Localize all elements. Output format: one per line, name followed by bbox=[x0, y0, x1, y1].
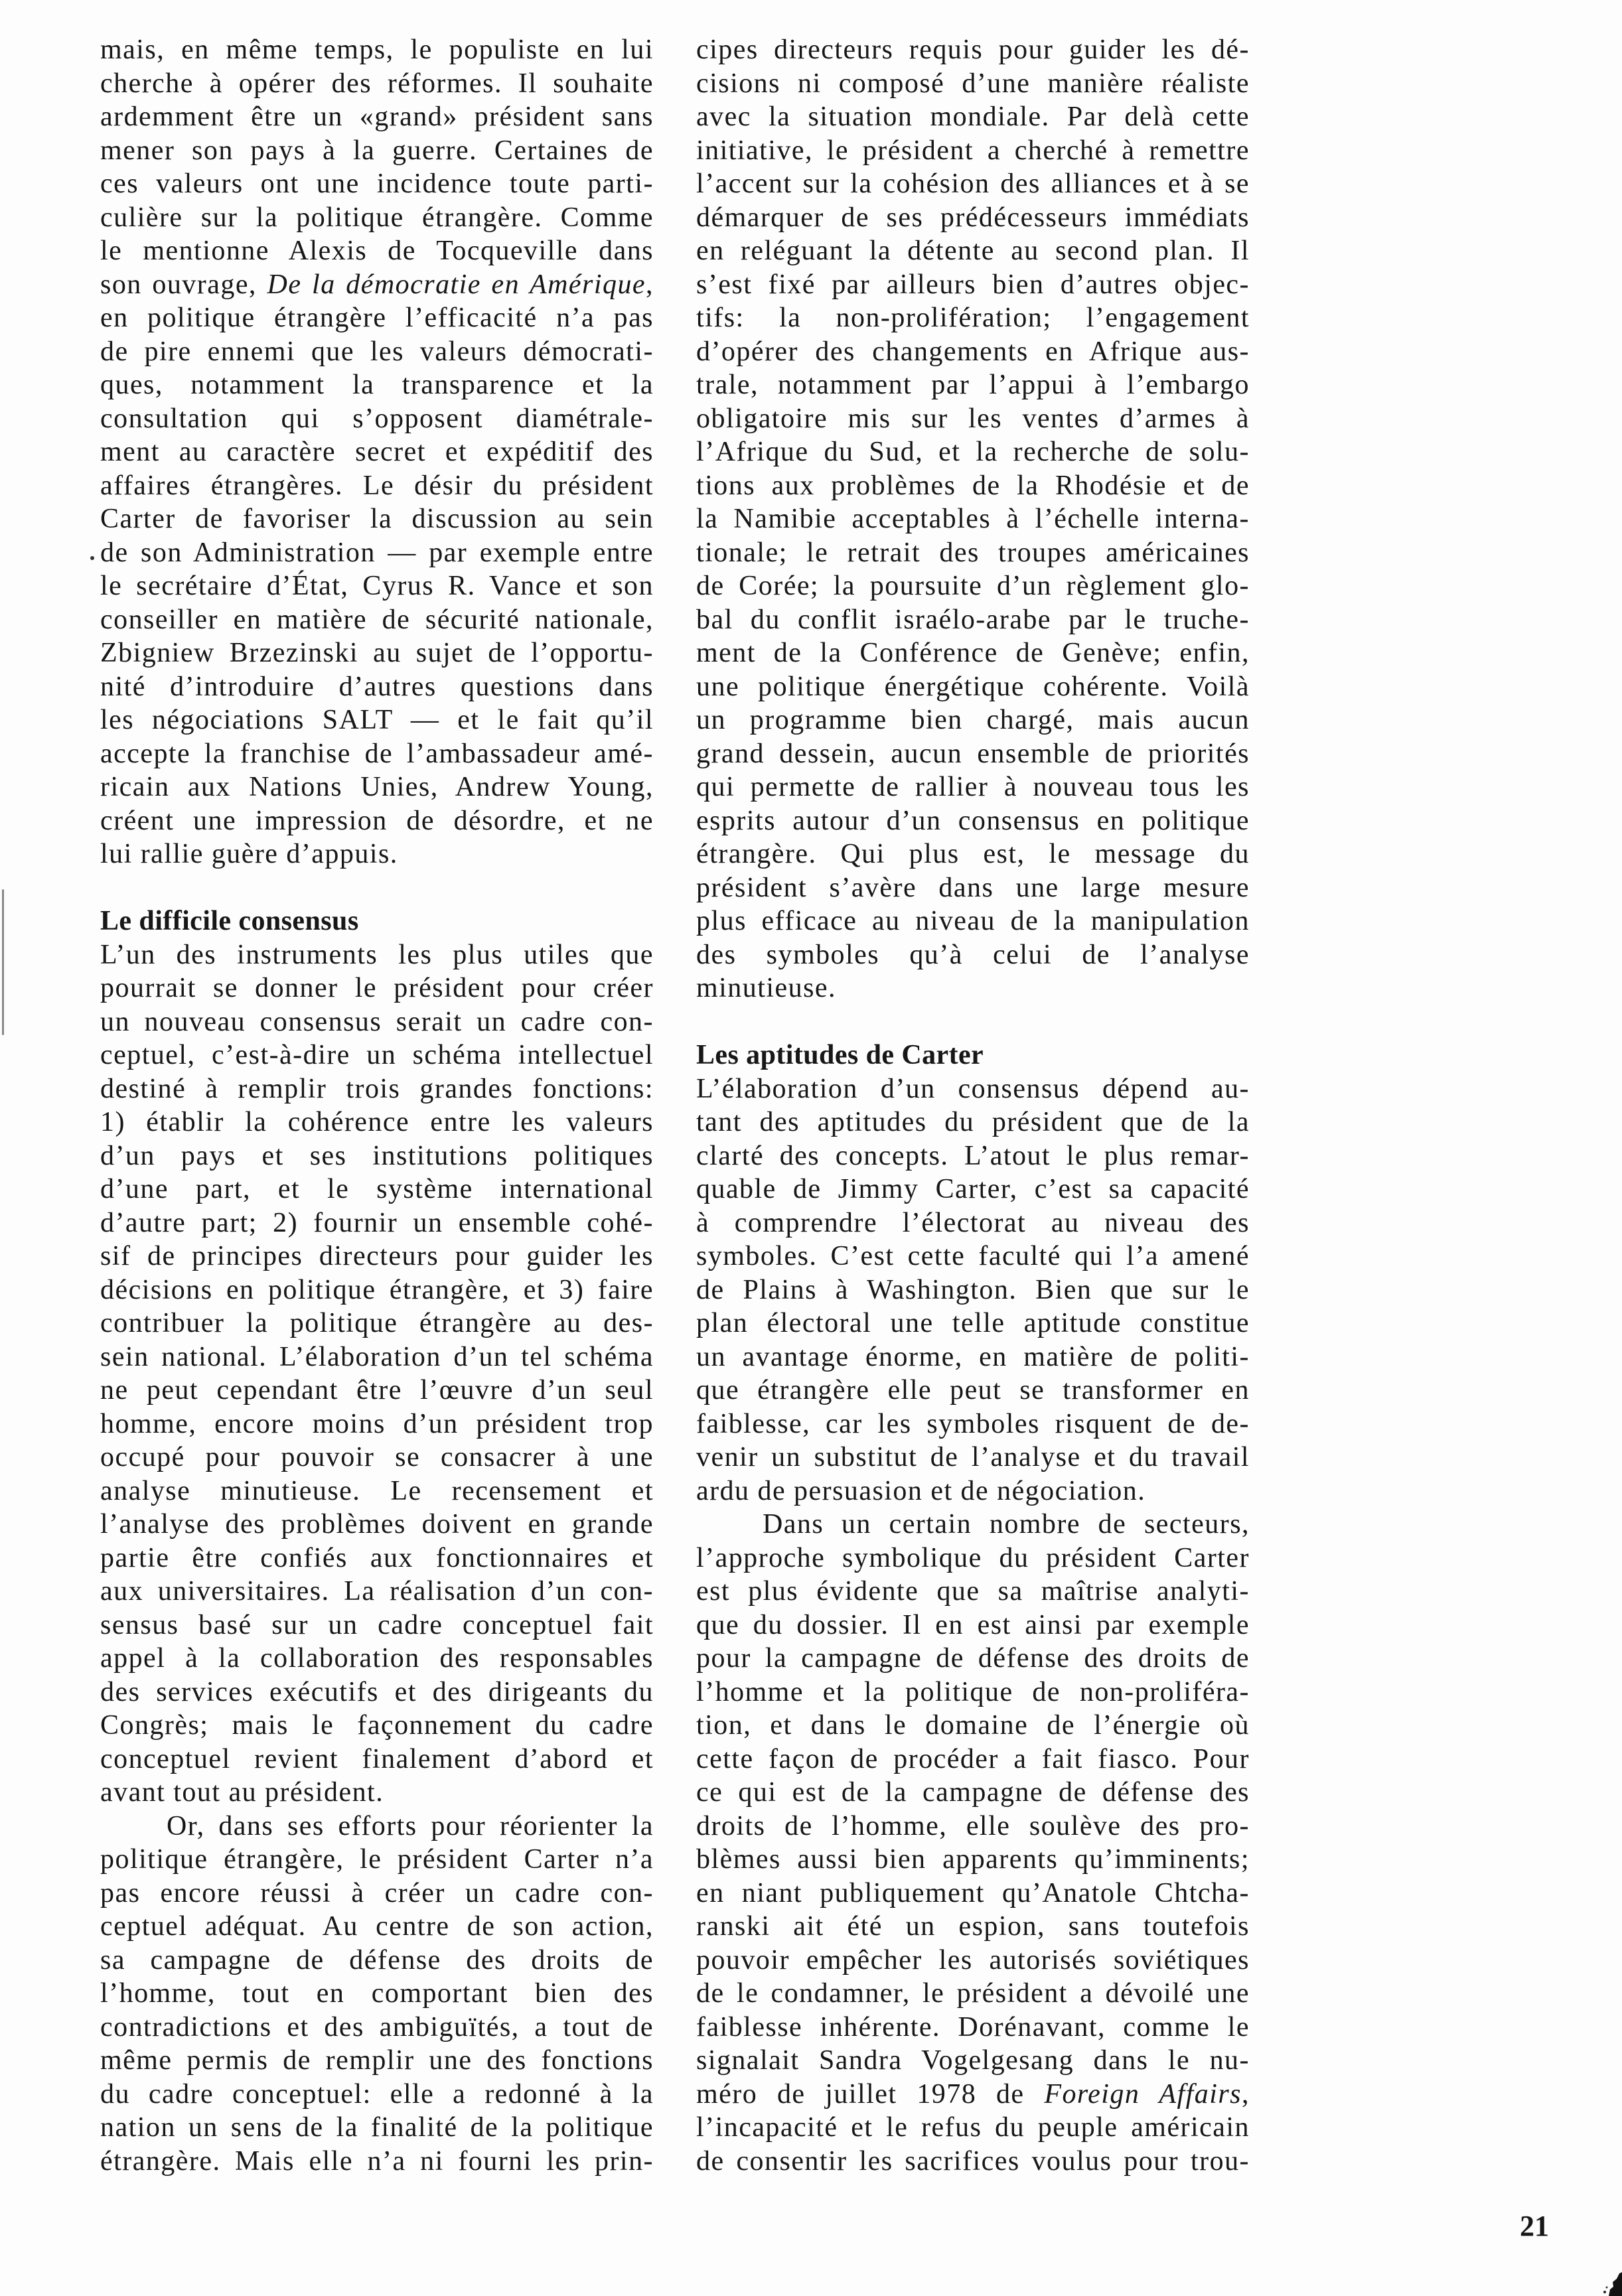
text-line: un programme bien chargé, mais aucun bbox=[696, 705, 1250, 735]
text-line: quable de Jimmy Carter, c’est sa capacité bbox=[696, 1174, 1250, 1204]
text-line: destiné à remplir trois grandes fonctions: bbox=[100, 1073, 654, 1104]
text-line: 1) établir la cohérence entre les valeurs bbox=[100, 1107, 654, 1137]
text-line: l’homme, tout en comportant bien des bbox=[100, 1978, 654, 2009]
text-line: de le condamner, le président a dévoilé une bbox=[696, 1978, 1250, 2009]
text-line: venir un substitut de l’analyse et du travail bbox=[696, 1442, 1250, 1472]
text-line: d’une part, et le système international bbox=[100, 1174, 654, 1204]
text-line: sa campagne de défense des droits de bbox=[100, 1944, 654, 1975]
text-line: faiblesse inhérente. Dorénavant, comme le bbox=[696, 2011, 1250, 2043]
text-line: ricain aux Nations Unies, Andrew Young, bbox=[100, 772, 654, 802]
scan-edge-line bbox=[2, 889, 4, 1035]
text-line: obligatoire mis sur les ventes d’armes à bbox=[696, 403, 1250, 434]
text-line: occupé pour pouvoir se consacrer à une bbox=[100, 1442, 654, 1472]
text-line: créent une impression de désordre, et ne bbox=[100, 805, 654, 836]
text-line: démarquer de ses prédécesseurs immédiats bbox=[696, 202, 1250, 233]
text-line: droits de l’homme, elle soulève des pro- bbox=[696, 1810, 1250, 1841]
text-line: Carter de favoriser la discussion au sein bbox=[100, 504, 654, 534]
text-line: tionale; le retrait des troupes américaines bbox=[696, 537, 1250, 568]
text-line: analyse minutieuse. Le recensement et bbox=[100, 1475, 654, 1506]
text-line: ranski ait été un espion, sans toutefois bbox=[696, 1911, 1250, 1942]
text-line: avant tout au président. bbox=[100, 1777, 384, 1808]
text-line: plan électoral une telle aptitude constitue bbox=[696, 1308, 1250, 1338]
text-line: président s’avère dans une large mesure bbox=[696, 872, 1250, 903]
text-line: la Namibie acceptables à l’échelle interna- bbox=[696, 504, 1250, 534]
text-line: mais, en même temps, le populiste en lui bbox=[100, 35, 654, 65]
text-line: tifs: la non-prolifération; l’engagement bbox=[696, 303, 1250, 333]
text-line: ment de la Conférence de Genève; enfin, bbox=[696, 638, 1250, 668]
text-line: tions aux problèmes de la Rhodésie et de bbox=[696, 470, 1250, 501]
text-line: accepte la franchise de l’ambassadeur amé- bbox=[100, 738, 654, 769]
text-line: pouvoir empêcher les autorisés soviétiques bbox=[696, 1944, 1250, 1975]
text-line: qui permette de rallier à nouveau tous les bbox=[696, 772, 1250, 802]
text-line: conceptuel revient finalement d’abord et bbox=[100, 1743, 654, 1774]
text-line: d’un pays et ses institutions politiques bbox=[100, 1140, 654, 1171]
text-line: une politique énergétique cohérente. Voilà bbox=[696, 671, 1250, 702]
text-line: cherche à opérer des réformes. Il souhaite bbox=[100, 68, 654, 99]
text-line: sif de principes directeurs pour guider les bbox=[100, 1241, 654, 1271]
text-line: aux universitaires. La réalisation d’un con- bbox=[100, 1576, 654, 1607]
text-line: cipes directeurs requis pour guider les dé- bbox=[696, 35, 1250, 65]
text-line: l’homme et la politique de non-proliféra- bbox=[696, 1676, 1250, 1707]
text-line: esprits autour d’un consensus en politique bbox=[696, 805, 1250, 836]
text-line: décisions en politique étrangère, et 3) faire bbox=[100, 1274, 654, 1305]
text-line: que étrangère elle peut se transformer en bbox=[696, 1375, 1250, 1405]
text-line: de Corée; la poursuite d’un règlement glo- bbox=[696, 571, 1250, 601]
paragraph bbox=[100, 33, 654, 871]
text-line bbox=[100, 268, 654, 302]
text-line: de son Administration — par exemple entre bbox=[100, 537, 654, 568]
text-line: l’approche symbolique du président Carter bbox=[696, 1542, 1250, 1573]
text-line: est plus évidente que sa maîtrise analyti- bbox=[696, 1576, 1250, 1607]
text-segment: méro de juillet 1978 de bbox=[696, 2078, 1045, 2110]
text-line: ceptuel, c’est-à-dire un schéma intellectuel bbox=[100, 1040, 654, 1070]
text-line: contradictions et des ambiguïtés, a tout de bbox=[100, 2011, 654, 2043]
italic-title: Foreign Affairs bbox=[1044, 2078, 1242, 2110]
text-line: cette façon de procéder a fait fiasco. Pour bbox=[696, 1743, 1250, 1774]
paragraph bbox=[100, 1810, 654, 2179]
text-line: en reléguant la détente au second plan. Il bbox=[696, 236, 1250, 266]
text-line: trale, notamment par l’appui à l’embargo bbox=[696, 370, 1250, 400]
text-line: lui rallie guère d’appuis. bbox=[100, 839, 398, 869]
text-line: un nouveau consensus serait un cadre con- bbox=[100, 1006, 654, 1037]
text-column-left bbox=[100, 33, 654, 2178]
text-line: l’accent sur la cohésion des alliances et à se bbox=[696, 169, 1250, 199]
text-line: faiblesse, car les symboles risquent de de- bbox=[696, 1408, 1250, 1439]
text-line: de pire ennemi que les valeurs démocrati- bbox=[100, 336, 654, 367]
text-line: plus efficace au niveau de la manipulation bbox=[696, 906, 1250, 936]
text-line: pas encore réussi à créer un cadre con- bbox=[100, 1877, 654, 1908]
text-line: s’est fixé par ailleurs bien d’autres objec- bbox=[696, 269, 1250, 300]
text-line: ne peut cependant être l’œuvre d’un seul bbox=[100, 1375, 654, 1405]
text-line: contribuer la politique étrangère au des- bbox=[100, 1308, 654, 1338]
text-segment: , bbox=[646, 269, 654, 300]
text-line: politique étrangère, le président Carter n’a bbox=[100, 1844, 654, 1875]
text-column-right bbox=[696, 33, 1250, 2178]
text-line: nation un sens de la finalité de la politique bbox=[100, 2112, 654, 2143]
text-line: un avantage énorme, en matière de politi- bbox=[696, 1341, 1250, 1372]
text-line: de Plains à Washington. Bien que sur le bbox=[696, 1274, 1250, 1305]
text-line: pourrait se donner le président pour créer bbox=[100, 973, 654, 1003]
page-number: 21 bbox=[1520, 2210, 1549, 2242]
text-line: ceptuel adéquat. Au centre de son action, bbox=[100, 1911, 654, 1942]
text-line: cisions ni composé d’une manière réaliste bbox=[696, 68, 1250, 99]
text-line: grand dessein, aucun ensemble de priorités bbox=[696, 738, 1250, 769]
text-line: le secrétaire d’État, Cyrus R. Vance et son bbox=[100, 571, 654, 601]
text-line: minutieuse. bbox=[696, 973, 836, 1003]
section-heading: Les aptitudes de Carter bbox=[696, 1040, 984, 1070]
text-line: des symboles qu’à celui de l’analyse bbox=[696, 939, 1250, 970]
text-line: affaires étrangères. Le désir du président bbox=[100, 470, 654, 501]
text-segment: , bbox=[1242, 2078, 1250, 2110]
text-line: avec la situation mondiale. Par delà cette bbox=[696, 102, 1250, 132]
text-line: tion, et dans le domaine de l’énergie où bbox=[696, 1710, 1250, 1741]
text-segment: son ouvrage, bbox=[100, 269, 267, 300]
paragraph bbox=[100, 938, 654, 1810]
scan-speck bbox=[90, 556, 94, 560]
scan-corner-mark bbox=[1586, 2264, 1622, 2296]
text-line: sein national. L’élaboration d’un tel schéma bbox=[100, 1341, 654, 1372]
text-line: ques, notamment la transparence et la bbox=[100, 370, 654, 400]
text-line: conseiller en matière de sécurité nationale, bbox=[100, 604, 654, 635]
text-line: Or, dans ses efforts pour réorienter la bbox=[167, 1810, 654, 1841]
text-line: blèmes aussi bien apparents qu’imminents; bbox=[696, 1844, 1250, 1875]
text-line: ces valeurs ont une incidence toute parti- bbox=[100, 169, 654, 199]
text-line: à comprendre l’électorat au niveau des bbox=[696, 1207, 1250, 1238]
text-line: ardu de persuasion et de négociation. bbox=[696, 1475, 1146, 1506]
text-line: ardemment être un «grand» président sans bbox=[100, 102, 654, 132]
text-line: que du dossier. Il en est ainsi par exemple bbox=[696, 1609, 1250, 1640]
text-line: symboles. C’est cette faculté qui l’a amené bbox=[696, 1241, 1250, 1271]
text-line: nité d’introduire d’autres questions dans bbox=[100, 671, 654, 702]
text-line: Dans un certain nombre de secteurs, bbox=[763, 1509, 1250, 1540]
text-line: initiative, le président a cherché à remettre bbox=[696, 135, 1250, 166]
text-line: homme, encore moins d’un président trop bbox=[100, 1408, 654, 1439]
text-line: ce qui est de la campagne de défense des bbox=[696, 1777, 1250, 1808]
text-line: en politique étrangère l’efficacité n’a pas bbox=[100, 303, 654, 333]
text-line: l’analyse des problèmes doivent en grande bbox=[100, 1509, 654, 1540]
text-line: de consentir les sacrifices voulus pour trou- bbox=[696, 2145, 1250, 2177]
text-line: sensus basé sur un cadre conceptuel fait bbox=[100, 1609, 654, 1640]
text-line: le mentionne Alexis de Tocqueville dans bbox=[100, 236, 654, 266]
text-line: partie être confiés aux fonctionnaires et bbox=[100, 1542, 654, 1573]
text-line: l’Afrique du Sud, et la recherche de solu- bbox=[696, 437, 1250, 467]
paragraph bbox=[696, 1508, 1250, 2178]
text-line: étrangère. Qui plus est, le message du bbox=[696, 839, 1250, 869]
text-line: Congrès; mais le façonnement du cadre bbox=[100, 1710, 654, 1741]
text-line: ment au caractère secret et expéditif des bbox=[100, 437, 654, 467]
paragraph bbox=[696, 33, 1250, 1005]
italic-title: De la démocratie en Amérique bbox=[267, 269, 646, 300]
text-line: pour la campagne de défense des droits de bbox=[696, 1643, 1250, 1674]
text-line: clarté des concepts. L’atout le plus remar- bbox=[696, 1140, 1250, 1171]
text-line: l’incapacité et le refus du peuple américain bbox=[696, 2112, 1250, 2143]
section-heading: Le difficile consensus bbox=[100, 906, 359, 936]
text-line: consultation qui s’opposent diamétrale- bbox=[100, 403, 654, 434]
text-line: d’autre part; 2) fournir un ensemble cohé- bbox=[100, 1207, 654, 1238]
text-line: appel à la collaboration des responsables bbox=[100, 1643, 654, 1674]
paragraph bbox=[696, 1072, 1250, 1508]
text-line: L’un des instruments les plus utiles que bbox=[100, 939, 654, 970]
text-line: des services exécutifs et des dirigeants du bbox=[100, 1676, 654, 1707]
text-line: même permis de remplir une des fonctions bbox=[100, 2045, 654, 2076]
text-line: signalait Sandra Vogelgesang dans le nu- bbox=[696, 2045, 1250, 2076]
text-line: culière sur la politique étrangère. Comme bbox=[100, 202, 654, 233]
text-line: du cadre conceptuel: elle a redonné à la bbox=[100, 2078, 654, 2110]
text-line: mener son pays à la guerre. Certaines de bbox=[100, 135, 654, 166]
text-line: tant des aptitudes du président que de la bbox=[696, 1107, 1250, 1137]
text-line: Zbigniew Brzezinski au sujet de l’opportu- bbox=[100, 638, 654, 668]
text-line: étrangère. Mais elle n’a ni fourni les prin- bbox=[100, 2145, 654, 2177]
text-line: d’opérer des changements en Afrique aus- bbox=[696, 336, 1250, 367]
text-line: en niant publiquement qu’Anatole Chtcha- bbox=[696, 1877, 1250, 1908]
text-line: bal du conflit israélo-arabe par le truche- bbox=[696, 604, 1250, 635]
text-line: les négociations SALT — et le fait qu’il bbox=[100, 705, 654, 735]
text-line bbox=[696, 2078, 1250, 2112]
text-line: L’élaboration d’un consensus dépend au- bbox=[696, 1073, 1250, 1104]
